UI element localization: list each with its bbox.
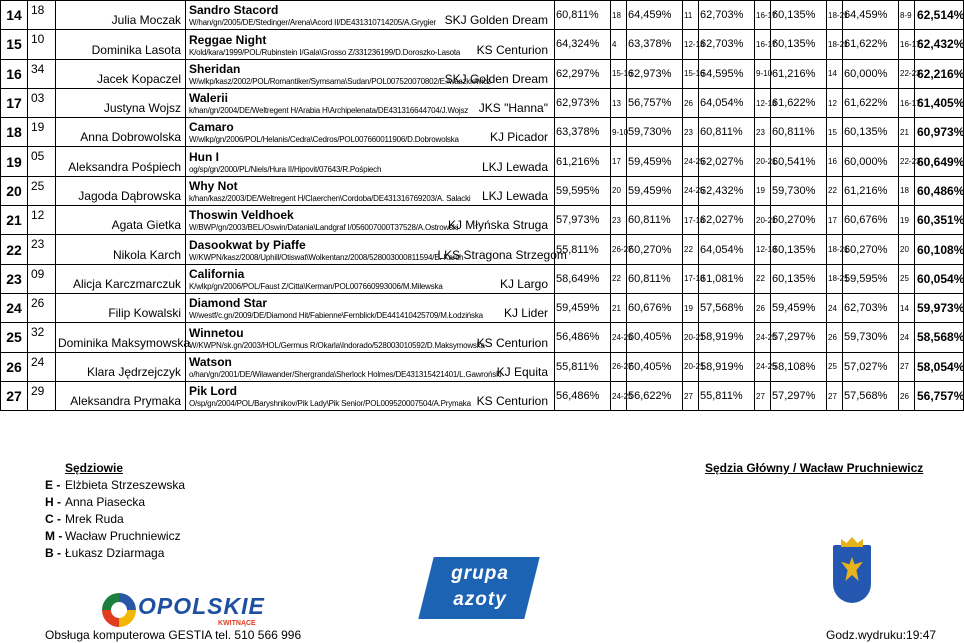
judge-c-rank: 20-21: [755, 147, 771, 176]
judge-c-rank: 16-17: [755, 30, 771, 59]
judge-h-rank: 20-21: [683, 323, 699, 352]
horse-cell: [186, 352, 502, 381]
judge-b-score: 64,459%: [843, 1, 899, 30]
judge-name: Łukasz Dziarmaga: [65, 546, 165, 560]
judge-b-rank: 16-17: [899, 88, 915, 117]
place-cell: 17: [1, 88, 28, 117]
horse-name: Diamond Star: [189, 296, 268, 311]
judge-e-score: 55,811%: [555, 352, 611, 381]
opolskie-logo: [102, 593, 265, 629]
judge-b-score: 60,135%: [843, 118, 899, 147]
place-cell: 20: [1, 176, 28, 205]
table-row: [1, 352, 964, 381]
place-cell: 14: [1, 1, 28, 30]
table-row: [1, 381, 964, 410]
judge-m-score: 57,297%: [771, 323, 827, 352]
place-cell: 26: [1, 352, 28, 381]
total-score: 60,973%: [915, 118, 964, 147]
table-row: [1, 59, 964, 88]
horse-cell: [186, 30, 461, 59]
judge-m-score: 60,270%: [771, 206, 827, 235]
table-row: [1, 1, 964, 30]
judge-b-rank: 18: [899, 176, 915, 205]
judge-e-score: 55,811%: [555, 235, 611, 264]
total-score: 60,054%: [915, 264, 964, 293]
judge-item: [45, 511, 185, 528]
judge-item: [45, 494, 185, 511]
judge-c-rank: 19: [755, 176, 771, 205]
horse-pedigree: og/sp/gn/2000/PL/Niels/Hura II/Hipovit/07643/R.Pośpiech: [189, 164, 382, 174]
horse-pedigree: W/wlkp/kasz/2002/POL/Romantiker/Symsarna\Sudan/POL007520070802/E.Iwaszkiewicz: [189, 76, 491, 86]
place-cell: 25: [1, 323, 28, 352]
judge-b-score: 59,730%: [843, 323, 899, 352]
total-score: 62,432%: [915, 30, 964, 59]
horse-pedigree: W/han/gn/2005/DE/Stedinger/Arena\Acord II/DE431310714205/A.Grygier: [189, 18, 436, 28]
start-number: 03: [28, 88, 56, 117]
judge-h-rank: 22: [683, 235, 699, 264]
start-number: 10: [28, 30, 56, 59]
judge-name: Mrek Ruda: [65, 512, 124, 526]
club-name: SKJ Golden Dream: [436, 1, 555, 30]
judge-b-rank: 26: [899, 381, 915, 410]
judge-h-score: 60,811%: [627, 264, 683, 293]
total-score: 61,405%: [915, 88, 964, 117]
judge-b-rank: 25: [899, 264, 915, 293]
judge-e-rank: 15-16: [611, 59, 627, 88]
horse-pedigree: W/westf/c.gn/2009/DE/Diamond Hit/Fabienne\Fernblick/DE441410425709/M.Łodzińska: [189, 311, 483, 321]
horse-cell: [186, 206, 459, 235]
judge-c-score: 64,054%: [699, 88, 755, 117]
judge-h-score: 62,973%: [627, 59, 683, 88]
place-cell: 16: [1, 59, 28, 88]
start-number: 19: [28, 118, 56, 147]
judge-list: [45, 477, 185, 562]
judge-b-score: 62,703%: [843, 293, 899, 322]
horse-name: California: [189, 266, 245, 281]
judge-m-score: 60,135%: [771, 1, 827, 30]
rider-name: Justyna Wojsz: [56, 88, 186, 117]
horse-cell: [186, 293, 483, 322]
judge-e-score: 59,595%: [555, 176, 611, 205]
judge-h-rank: 11: [683, 1, 699, 30]
judge-m-rank: 25: [827, 352, 843, 381]
judge-h-score: 63,378%: [627, 30, 683, 59]
judge-b-score: 59,595%: [843, 264, 899, 293]
horse-pedigree: W/KWPN/kasz/2008/Uphill/Otiswat\Wolkentanz/2008/528003000811594/E. Karch: [189, 252, 464, 262]
judge-h-rank: 20-21: [683, 352, 699, 381]
start-number: 32: [28, 323, 56, 352]
opolskie-ring-icon: [102, 593, 136, 627]
judge-h-score: 56,622%: [627, 381, 683, 410]
judge-e-rank: 26-27: [611, 235, 627, 264]
judge-b-rank: 20: [899, 235, 915, 264]
judge-c-score: 60,811%: [699, 118, 755, 147]
results-rows: [1, 1, 964, 411]
club-name: KJ Equita: [436, 352, 555, 381]
judge-m-rank: 22: [827, 176, 843, 205]
judge-e-rank: 17: [611, 147, 627, 176]
judge-e-score: 56,486%: [555, 323, 611, 352]
judge-e-score: 60,811%: [555, 1, 611, 30]
judge-b-rank: 19: [899, 206, 915, 235]
horse-name: Why Not: [189, 179, 238, 194]
judge-e-rank: 4: [611, 30, 627, 59]
judge-item: [45, 477, 185, 494]
rider-name: Julia Moczak: [56, 1, 186, 30]
total-score: 58,054%: [915, 352, 964, 381]
judge-h-score: 59,459%: [627, 176, 683, 205]
judge-c-rank: 23: [755, 118, 771, 147]
judge-e-score: 62,297%: [555, 59, 611, 88]
judge-c-rank: 24-25: [755, 352, 771, 381]
judge-e-score: 61,216%: [555, 147, 611, 176]
judge-h-score: 60,405%: [627, 323, 683, 352]
judge-c-score: 64,054%: [699, 235, 755, 264]
grupa-azoty-logo: [418, 557, 542, 619]
judge-item: [45, 528, 185, 545]
rider-name: Jagoda Dąbrowska: [56, 176, 186, 205]
judge-m-rank: 27: [827, 381, 843, 410]
judge-name: Wacław Pruchniewicz: [65, 529, 181, 543]
horse-pedigree: K/old/kara/1999/POL/Rubinstein I/Gala\Grosso Z/331236199/D.Doroszko-Lasota: [189, 47, 461, 57]
place-cell: 23: [1, 264, 28, 293]
judge-e-rank: 20: [611, 176, 627, 205]
table-row: [1, 147, 964, 176]
horse-pedigree: k/han/gn/2004/DE/Weltregent H/Arabia H\Archipelenata/DE431316644704/J.Wojsz: [189, 106, 469, 116]
horse-name: Camaro: [189, 120, 234, 135]
start-number: 26: [28, 293, 56, 322]
judge-e-rank: 24-25: [611, 381, 627, 410]
judge-m-rank: 18-21: [827, 235, 843, 264]
judge-m-score: 59,459%: [771, 293, 827, 322]
club-name: LKS Stragona Strzegom: [436, 235, 555, 264]
table-row: [1, 235, 964, 264]
judge-c-score: 62,027%: [699, 147, 755, 176]
judge-c-score: 55,811%: [699, 381, 755, 410]
horse-cell: [186, 323, 485, 352]
judge-m-rank: 14: [827, 59, 843, 88]
judge-h-rank: 23: [683, 118, 699, 147]
start-number: 05: [28, 147, 56, 176]
judge-m-rank: 18-21: [827, 30, 843, 59]
judge-b-score: 60,000%: [843, 59, 899, 88]
judge-c-rank: 16-17: [755, 1, 771, 30]
rider-name: Nikola Karch: [56, 235, 186, 264]
start-number: 24: [28, 352, 56, 381]
judge-c-score: 57,568%: [699, 293, 755, 322]
judge-b-score: 60,270%: [843, 235, 899, 264]
judge-m-score: 60,135%: [771, 264, 827, 293]
total-score: 62,216%: [915, 59, 964, 88]
start-number: 18: [28, 1, 56, 30]
judge-c-rank: 27: [755, 381, 771, 410]
judge-m-score: 60,811%: [771, 118, 827, 147]
judge-h-score: 60,676%: [627, 293, 683, 322]
place-cell: 18: [1, 118, 28, 147]
judge-h-rank: 24-25: [683, 176, 699, 205]
judges-block: [45, 460, 185, 562]
table-row: [1, 293, 964, 322]
judge-b-score: 57,027%: [843, 352, 899, 381]
judge-h-score: 60,811%: [627, 206, 683, 235]
horse-pedigree: o/han/gn/2001/DE/Wilawander/Shergranda\Sherlock Holmes/DE431315421401/L.Gawroński: [189, 369, 502, 379]
judge-h-score: 60,270%: [627, 235, 683, 264]
place-cell: 15: [1, 30, 28, 59]
place-cell: 22: [1, 235, 28, 264]
start-number: 09: [28, 264, 56, 293]
judge-position: B -: [45, 546, 61, 560]
horse-name: Dasookwat by Piaffe: [189, 237, 306, 252]
horse-cell: [186, 235, 464, 264]
judge-m-rank: 17: [827, 206, 843, 235]
club-name: SKJ Golden Dream: [436, 59, 555, 88]
judge-e-score: 57,973%: [555, 206, 611, 235]
judge-e-score: 58,649%: [555, 264, 611, 293]
place-cell: 24: [1, 293, 28, 322]
judge-c-rank: 20-21: [755, 206, 771, 235]
judge-e-rank: 18: [611, 1, 627, 30]
judge-h-score: 60,405%: [627, 352, 683, 381]
judge-e-rank: 13: [611, 88, 627, 117]
judge-item: [45, 545, 185, 562]
crown-icon: [841, 537, 863, 547]
horse-name: Watson: [189, 354, 232, 369]
horse-name: Hun I: [189, 149, 219, 164]
start-number: 34: [28, 59, 56, 88]
horse-pedigree: W/BWP/gn/2003/BEL/Oswin/Datania\Landgraf I/056007000T37528/A.Ostrowski: [189, 223, 459, 233]
judge-e-rank: 23: [611, 206, 627, 235]
rider-name: Alicja Karczmarczuk: [56, 264, 186, 293]
place-cell: 21: [1, 206, 28, 235]
judge-c-score: 58,919%: [699, 352, 755, 381]
judge-h-rank: 15-16: [683, 59, 699, 88]
judge-e-score: 56,486%: [555, 381, 611, 410]
horse-cell: [186, 176, 471, 205]
judge-e-score: 62,973%: [555, 88, 611, 117]
horse-pedigree: W/wlkp/gn/2006/POL/Helanis/Cedra\Cedros/POL007660011906/D.Dobrowolska: [189, 135, 459, 145]
judge-name: Elżbieta Strzeszewska: [65, 478, 186, 492]
judge-b-rank: 14: [899, 293, 915, 322]
judge-m-score: 59,730%: [771, 176, 827, 205]
start-number: 12: [28, 206, 56, 235]
total-score: 60,486%: [915, 176, 964, 205]
judge-m-rank: 24: [827, 293, 843, 322]
club-name: KJ Picador: [436, 118, 555, 147]
total-score: 59,973%: [915, 293, 964, 322]
judge-c-score: 61,081%: [699, 264, 755, 293]
rider-name: Agata Gietka: [56, 206, 186, 235]
start-number: 25: [28, 176, 56, 205]
judge-position: H -: [45, 495, 61, 509]
club-name: KS Centurion: [436, 381, 555, 410]
judge-c-score: 64,595%: [699, 59, 755, 88]
club-name: LKJ Lewada: [436, 147, 555, 176]
horse-name: Walerii: [189, 91, 228, 106]
judge-c-score: 62,432%: [699, 176, 755, 205]
judge-m-score: 60,135%: [771, 30, 827, 59]
judge-e-rank: 24-25: [611, 323, 627, 352]
table-row: [1, 30, 964, 59]
judge-c-score: 62,027%: [699, 206, 755, 235]
total-score: 60,351%: [915, 206, 964, 235]
judge-position: M -: [45, 529, 63, 543]
judge-c-score: 62,703%: [699, 30, 755, 59]
judge-b-score: 61,622%: [843, 30, 899, 59]
club-name: KS Centurion: [436, 30, 555, 59]
table-row: [1, 88, 964, 117]
horse-cell: [186, 118, 459, 147]
horse-cell: [186, 88, 469, 117]
judge-m-score: 60,135%: [771, 235, 827, 264]
judge-h-score: 56,757%: [627, 88, 683, 117]
horse-pedigree: K/wlkp/gn/2006/POL/Faust Z/Citta\Kerman/POL007660993006/M.Milewska: [189, 281, 443, 291]
judge-b-score: 61,216%: [843, 176, 899, 205]
table-row: [1, 323, 964, 352]
horse-name: Thoswin Veldhoek: [189, 208, 294, 223]
horse-name: Winnetou: [189, 325, 244, 340]
total-score: 62,514%: [915, 1, 964, 30]
judge-name: Anna Piasecka: [65, 495, 146, 509]
horse-cell: [186, 147, 436, 176]
judge-b-rank: 22-23: [899, 147, 915, 176]
judge-m-score: 61,216%: [771, 59, 827, 88]
judges-title: Sędziowie: [65, 461, 124, 475]
horse-cell: [186, 59, 491, 88]
judge-e-rank: 22: [611, 264, 627, 293]
judge-h-rank: 19: [683, 293, 699, 322]
horse-name: Reggae Night: [189, 32, 267, 47]
judge-c-rank: 9-10: [755, 59, 771, 88]
judge-e-score: 64,324%: [555, 30, 611, 59]
horse-name: Sheridan: [189, 61, 241, 76]
judge-e-rank: 9-10: [611, 118, 627, 147]
place-cell: 27: [1, 381, 28, 410]
judge-m-rank: 18-21: [827, 1, 843, 30]
judge-m-score: 60,541%: [771, 147, 827, 176]
judge-h-score: 64,459%: [627, 1, 683, 30]
horse-cell: [186, 264, 443, 293]
place-cell: 19: [1, 147, 28, 176]
rider-name: Jacek Kopaczel: [56, 59, 186, 88]
judge-c-rank: 12-13: [755, 88, 771, 117]
judge-b-score: 60,000%: [843, 147, 899, 176]
opolskie-logo-text: OPOLSKIE: [138, 593, 265, 619]
table-row: [1, 176, 964, 205]
judge-h-score: 59,730%: [627, 118, 683, 147]
table-row: [1, 264, 964, 293]
judge-m-score: 58,108%: [771, 352, 827, 381]
grupa-azoty-logo-text-bottom: azoty: [453, 589, 507, 610]
horse-pedigree: O/sp/gn/2004/POL/Baryshnikov/Pik Lady\Pik Senior/POL009520007504/A.Prymaka: [189, 399, 471, 409]
footer-print-time: Godz.wydruku:19:47: [826, 628, 937, 642]
judge-e-rank: 21: [611, 293, 627, 322]
total-score: 58,568%: [915, 323, 964, 352]
grupa-azoty-logo-text-top: grupa: [451, 563, 509, 584]
club-name: LKJ Lewada: [436, 176, 555, 205]
judge-e-rank: 26-27: [611, 352, 627, 381]
opolskie-logo-subtext: KWITNĄCE: [218, 620, 256, 627]
rider-name: Dominika Maksymowska: [56, 323, 186, 352]
judge-h-rank: 17-18: [683, 264, 699, 293]
table-row: [1, 118, 964, 147]
table-row: [1, 206, 964, 235]
judge-e-score: 63,378%: [555, 118, 611, 147]
judge-b-rank: 16-17: [899, 30, 915, 59]
judge-position: E -: [45, 478, 61, 492]
judge-position: C -: [45, 512, 61, 526]
club-name: KJ Młyńska Struga: [436, 206, 555, 235]
club-name: KJ Lider: [436, 293, 555, 322]
judge-c-rank: 24-25: [755, 323, 771, 352]
judge-m-score: 57,297%: [771, 381, 827, 410]
judge-c-rank: 26: [755, 293, 771, 322]
judge-h-rank: 17-18: [683, 206, 699, 235]
footer-software-credit: Obsługa komputerowa GESTIA tel. 510 566 996: [45, 628, 302, 642]
horse-pedigree: W/KWPN/sk.gn/2003/HOL/Germus R/Okarla\Indorado/528003010592/D.Maksymowska: [189, 340, 485, 350]
judge-h-rank: 27: [683, 381, 699, 410]
total-score: 56,757%: [915, 381, 964, 410]
start-number: 29: [28, 381, 56, 410]
judge-b-rank: 22-23: [899, 59, 915, 88]
judge-h-rank: 12-13: [683, 30, 699, 59]
judge-m-rank: 12: [827, 88, 843, 117]
judge-b-score: 61,622%: [843, 88, 899, 117]
judge-c-rank: 22: [755, 264, 771, 293]
judge-b-score: 60,676%: [843, 206, 899, 235]
chief-judge: Sędzia Główny / Wacław Pruchniewicz: [705, 461, 924, 475]
judge-m-rank: 18-21: [827, 264, 843, 293]
rider-name: Filip Kowalski: [56, 293, 186, 322]
judge-b-rank: 21: [899, 118, 915, 147]
judge-h-rank: 26: [683, 88, 699, 117]
judge-m-score: 61,622%: [771, 88, 827, 117]
judge-e-score: 59,459%: [555, 293, 611, 322]
judge-b-rank: 8-9: [899, 1, 915, 30]
judge-b-rank: 27: [899, 352, 915, 381]
judge-c-rank: 12-13: [755, 235, 771, 264]
total-score: 60,108%: [915, 235, 964, 264]
horse-cell: [186, 1, 436, 30]
horse-name: Pik Lord: [189, 384, 238, 399]
horse-cell: [186, 381, 471, 410]
rider-name: Klara Jędrzejczyk: [56, 352, 186, 381]
judge-m-rank: 15: [827, 118, 843, 147]
judge-h-rank: 24-25: [683, 147, 699, 176]
club-name: JKS "Hanna": [436, 88, 555, 117]
rider-name: Aleksandra Pośpiech: [56, 147, 186, 176]
judge-m-rank: 26: [827, 323, 843, 352]
judge-c-score: 58,919%: [699, 323, 755, 352]
judge-c-score: 62,703%: [699, 1, 755, 30]
eagle-crest-icon: [833, 537, 871, 605]
rider-name: Anna Dobrowolska: [56, 118, 186, 147]
club-name: KS Centurion: [436, 323, 555, 352]
start-number: 23: [28, 235, 56, 264]
rider-name: Dominika Lasota: [56, 30, 186, 59]
club-name: KJ Largo: [436, 264, 555, 293]
judge-m-rank: 16: [827, 147, 843, 176]
judge-b-score: 57,568%: [843, 381, 899, 410]
horse-name: Sandro Stacord: [189, 3, 279, 18]
total-score: 60,649%: [915, 147, 964, 176]
judge-b-rank: 24: [899, 323, 915, 352]
horse-pedigree: k/han/kasz/2003/DE/Weltregent H/Claerchen\Cordoba/DE431316769203/A. Salacki: [189, 194, 471, 204]
judge-h-score: 59,459%: [627, 147, 683, 176]
rider-name: Aleksandra Prymaka: [56, 381, 186, 410]
